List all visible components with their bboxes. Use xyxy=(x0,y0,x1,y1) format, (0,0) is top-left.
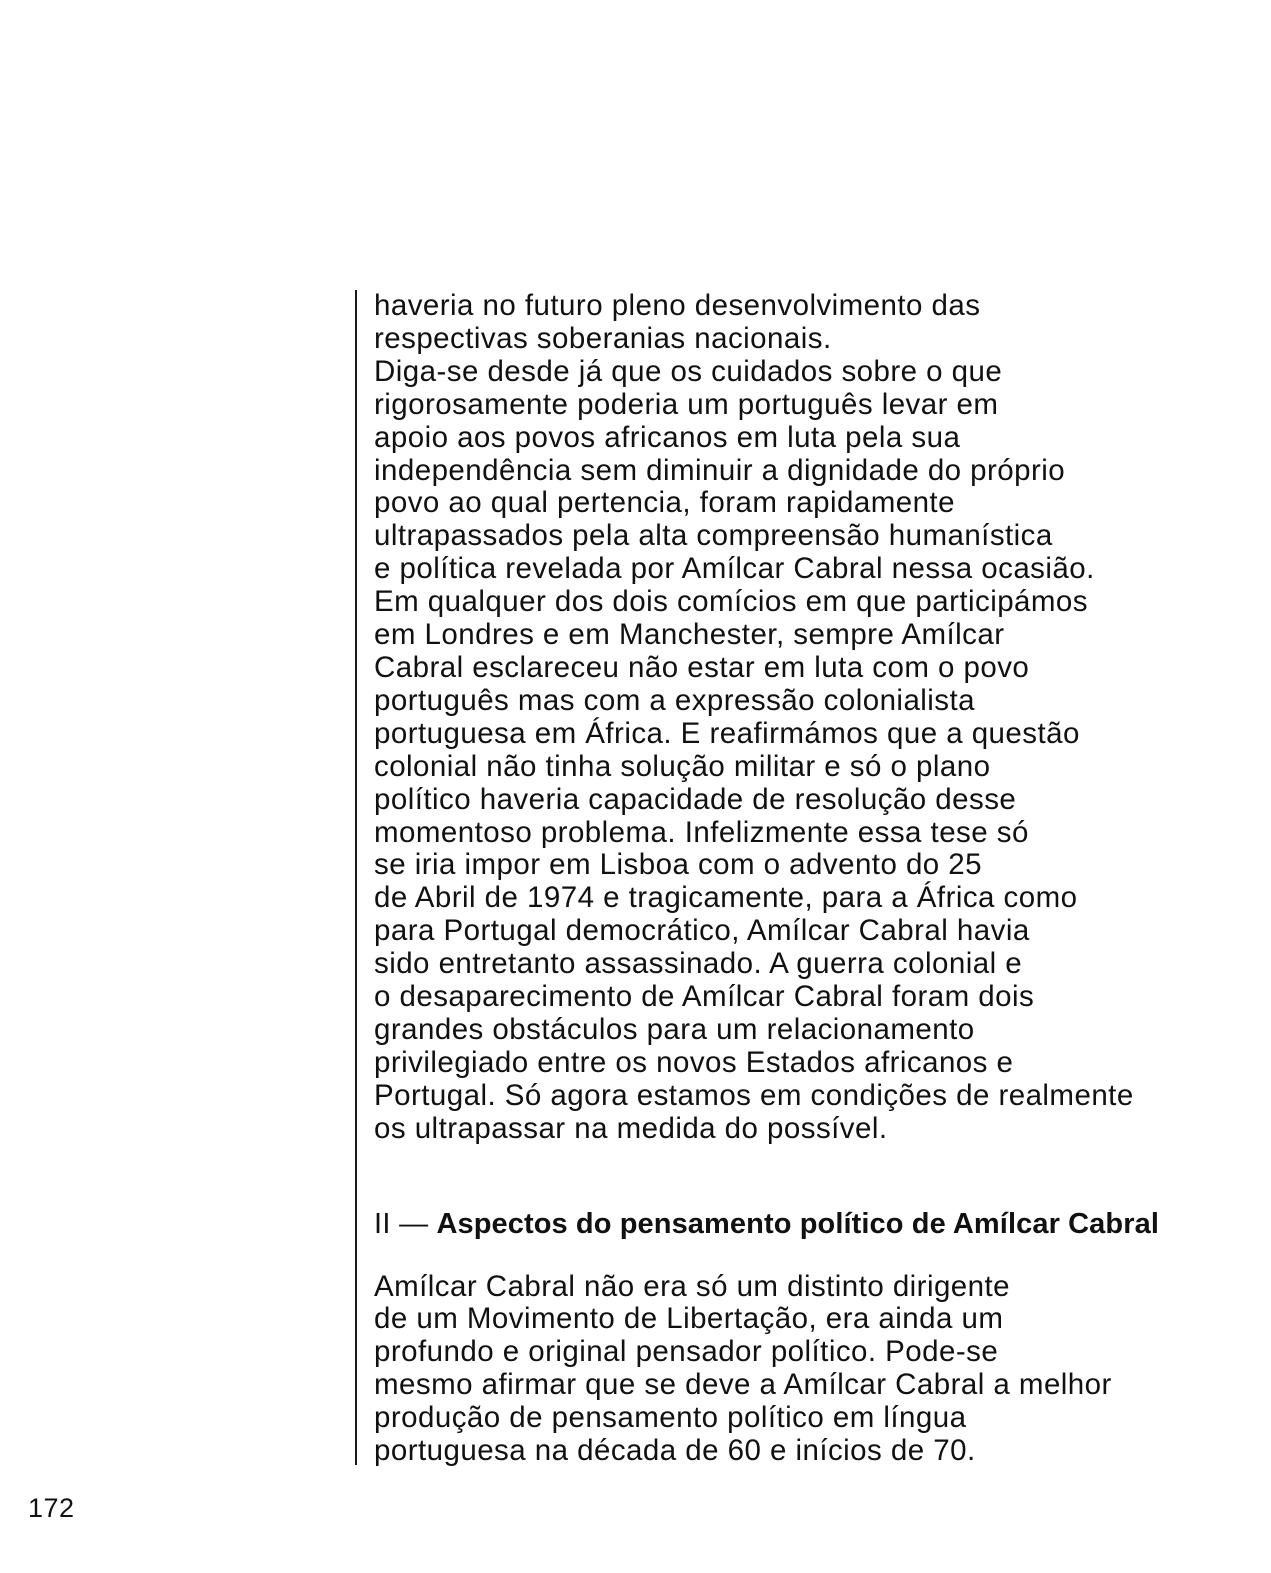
text-line: ultrapassados pela alta compreensão humanística xyxy=(374,519,1053,553)
text-line: produção de pensamento político em língua xyxy=(374,1401,967,1435)
text-line: político haveria capacidade de resolução desse xyxy=(374,782,1017,816)
text-line: rigorosamente poderia um português levar em xyxy=(374,387,999,421)
text-line: português mas com a expressão colonialista xyxy=(374,683,976,717)
text-line: povo ao qual pertencia, foram rapidamente xyxy=(374,486,955,520)
text-line: em Londres e em Manchester, sempre Amílcar xyxy=(374,618,1005,652)
text-line: para Portugal democrático, Amílcar Cabral havia xyxy=(374,914,1030,948)
margin-rule xyxy=(355,290,357,1465)
section-number: II — xyxy=(374,1207,429,1240)
text-line: os ultrapassar na medida do possível. xyxy=(374,1111,888,1145)
text-line: Diga-se desde já que os cuidados sobre o que xyxy=(374,354,1003,388)
text-line: Em qualquer dos dois comícios em que participámos xyxy=(374,585,1088,619)
text-line: Amílcar Cabral não era só um distinto dirigente xyxy=(374,1269,1011,1303)
paragraph-1 xyxy=(374,290,1224,1146)
section-heading xyxy=(374,1199,1224,1249)
text-line: momentoso problema. Infelizmente essa tese só xyxy=(374,815,1029,849)
text-line: e política revelada por Amílcar Cabral nessa ocasião. xyxy=(374,552,1095,586)
text-line: privilegiado entre os novos Estados africanos e xyxy=(374,1045,1014,1079)
text-line: apoio aos povos africanos em luta pela sua xyxy=(374,420,961,454)
text-line: portuguesa na década de 60 e inícios de 70. xyxy=(374,1434,976,1468)
text-line: portuguesa em África. E reafirmámos que a questão xyxy=(374,716,1080,750)
text-line: haveria no futuro pleno desenvolvimento das xyxy=(374,289,981,322)
text-line: profundo e original pensador político. Pode-se xyxy=(374,1335,999,1369)
text-column xyxy=(374,290,1224,1468)
text-line: grandes obstáculos para um relacionamento xyxy=(374,1012,975,1046)
text-line: de um Movimento de Libertação, era ainda um xyxy=(374,1302,1004,1336)
text-line: de Abril de 1974 e tragicamente, para a África como xyxy=(374,881,1078,915)
text-line: Cabral esclareceu não estar em luta com o povo xyxy=(374,650,1030,684)
text-line: Portugal. Só agora estamos em condições de realmente xyxy=(374,1078,1134,1112)
text-line: se iria impor em Lisboa com o advento do 25 xyxy=(374,848,983,882)
text-line: o desaparecimento de Amílcar Cabral foram dois xyxy=(374,980,1035,1014)
text-line: independência sem diminuir a dignidade do próprio xyxy=(374,453,1066,487)
paragraph-2 xyxy=(374,1271,1224,1468)
text-line: respectivas soberanias nacionais. xyxy=(374,321,832,355)
text-line: colonial não tinha solução militar e só o plano xyxy=(374,749,991,783)
text-line: mesmo afirmar que se deve a Amílcar Cabral a melhor xyxy=(374,1368,1112,1402)
section-title: Aspectos do pensamento político de Amílcar Cabral xyxy=(436,1207,1159,1240)
page-number: 172 xyxy=(28,1493,75,1523)
text-line: sido entretanto assassinado. A guerra colonial e xyxy=(374,947,1023,981)
